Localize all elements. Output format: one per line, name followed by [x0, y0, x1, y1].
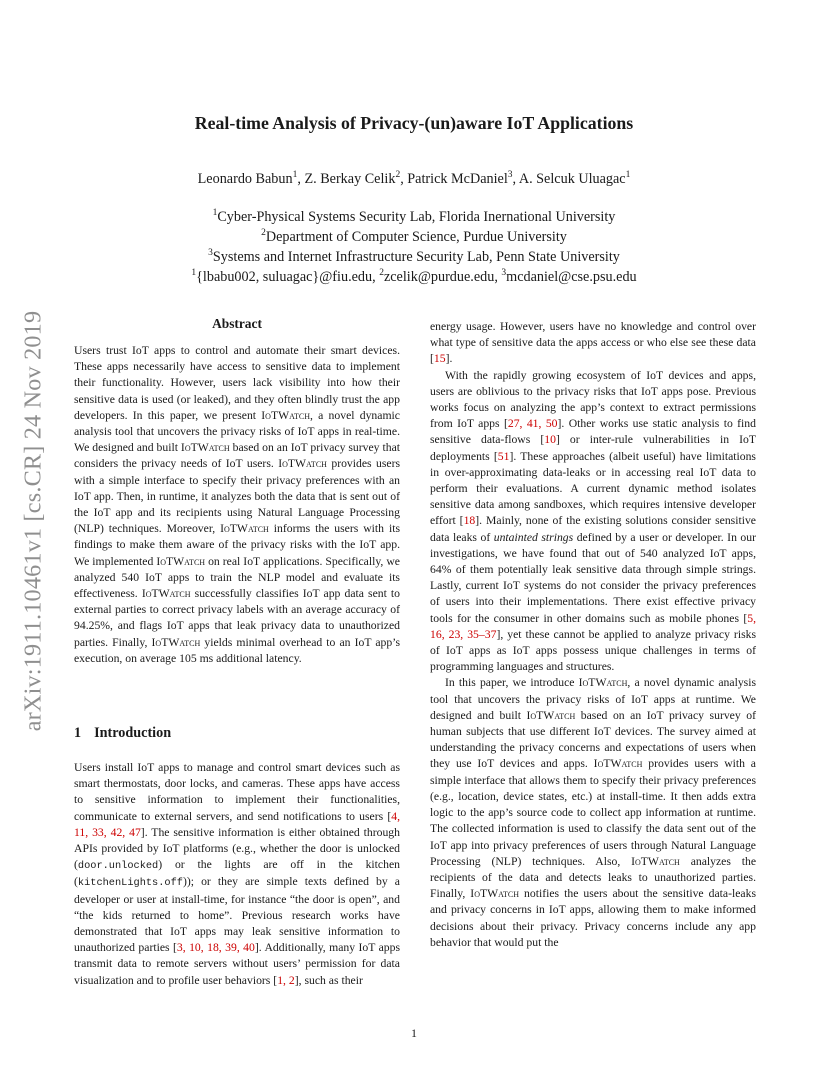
tool-name: IoTWatch	[220, 522, 269, 536]
abstract-heading: Abstract	[212, 316, 262, 331]
arxiv-sidebar-stamp	[18, 283, 48, 759]
affiliation-text: Systems and Internet Infrastructure Security Lab, Penn State University	[212, 249, 620, 266]
citation-link[interactable]: 4, 11, 33, 42, 47	[74, 809, 400, 839]
author-list: Leonardo Babun$^1$, Z. Berkay Celik$^2$, Patrick McDaniel$^3$, A. Selcuk Uluagac$^1$	[197, 170, 631, 187]
tool-name: IoTWatch	[261, 408, 311, 422]
email-address: mcdaniel@cse.psu.edu	[506, 269, 637, 286]
author-name: Leonardo Babun	[197, 171, 293, 187]
affiliation-line	[0, 247, 828, 267]
citation-link[interactable]: 15	[433, 352, 446, 366]
email-line	[0, 267, 828, 287]
tool-name: IoTWatch	[578, 676, 628, 690]
section-heading-introduction	[74, 725, 171, 742]
author-affiliation-mark: 3	[507, 170, 513, 180]
email-mark: 3	[501, 268, 507, 279]
author-name: Patrick McDaniel	[407, 171, 508, 187]
affiliation-line	[0, 227, 828, 247]
author-affiliation-mark: 2	[395, 170, 401, 180]
citation-link[interactable]: 5, 16, 23, 35–37	[430, 611, 756, 641]
email-address: {lbabu002, suluagac}@fiu.edu,	[196, 269, 376, 286]
affiliation-block	[0, 207, 828, 287]
affiliation-text: Department of Computer Science, Purdue University	[265, 229, 567, 246]
email-mark: 1	[191, 268, 197, 279]
tool-name: IoTWatch	[151, 635, 201, 649]
affiliation-line	[0, 207, 828, 227]
tool-name: IoTWatch	[526, 708, 576, 722]
affiliation-text: Cyber-Physical Systems Security Lab, Florida Inernational University	[217, 209, 616, 225]
tool-name: IoTWatch	[156, 554, 206, 568]
citation-link[interactable]: 3, 10, 18, 39, 40	[176, 941, 255, 955]
right-column	[430, 319, 756, 951]
affiliation-mark: 2	[261, 228, 266, 239]
affiliation-mark: 1	[212, 208, 218, 218]
abstract-paragraph: Users trust IoT apps to control and automate their smart devices. These apps necessarily have access to sensitive data to implement their functionality. However, users lack visibility into how their sensitive data is used (or leaked), and they often blindly trust the app developers. In this paper, we present IoTWatch, a novel dynamic analysis tool that uncovers the privacy risks of IoT apps in real-time. We designed and built IoTWatch based on an IoT privacy survey that considers the privacy needs of IoT users. IoTWatch provides users with a simple interface to specify their privacy preferences with an IoT app. Then, in runtime, it analyzes both the data that is sent out of the IoT app and its recipients using Natural Language Processing (NLP) techniques. Moreover, IoTWatch informs the users with its findings to make them aware of the privacy risks with the IoT app. We implemented IoTWatch on real IoT applications. Specifically, we analyzed 540 IoT apps to train the NLP model and evaluate its effectiveness. IoTWatch successfully classifies IoT app data sent to external parties to correct privacy labels with an average accuracy of 94.25%, and flags IoT apps that leak privacy data to unauthorized parties. Finally, IoTWatch yields minimal overhead to an IoT app’s execution, on average 105 ms additional latency.	[74, 344, 401, 665]
affiliation-mark: 3	[208, 248, 213, 259]
page-number: 1	[411, 1026, 417, 1040]
abstract-body	[74, 343, 400, 667]
tool-name: IoTWatch	[278, 457, 327, 471]
paper-title: Real-time Analysis of Privacy-(un)aware IoT Applications	[194, 113, 634, 133]
author-name: Z. Berkay Celik	[304, 171, 396, 187]
tool-name: IoTWatch	[593, 757, 643, 771]
citation-link[interactable]: 1, 2	[277, 973, 295, 987]
citation-link[interactable]: 27, 41, 50	[507, 417, 558, 431]
author-name: A. Selcuk Uluagac	[518, 171, 626, 187]
author-affiliation-mark: 1	[292, 170, 298, 180]
body-paragraph: With the rapidly growing ecosystem of IoT devices and apps, users are oblivious to the privacy risks that IoT apps pose. Previous works focus on analyzing the app’s context to extract permissions from IoT apps [27, 41, 50]. Other works use static analysis to find sensitive data-flows [10] or inter-rule vulnerabilities in IoT deployments [51]. These approaches (albeit useful) have limitations in over-approximating data-leaks or in accessing real IoT data to perform their evaluations. A current dynamic method isolates sensitive data among sandboxes, which requires intensive developer effort [18]. Mainly, none of the existing solutions consider sensitive data leaks of untainted strings defined by a user or developer. In our investigations, we have found that out of 540 analyzed IoT apps, 64% of them potentially leak sensitive data through simple strings. Lastly, current IoT systems do not consider the privacy preferences of users into their implementations. There exist effective privacy tools for the consumer in other domains such as mobile phones [5, 16, 23, 35–37], yet these cannot be applied to analyze privacy risks of IoT apps as IoT apps possess unique challenges in terms of programming languages and structures.	[430, 368, 757, 674]
body-paragraph: energy usage. However, users have no knowledge and control over what type of sensitive data the apps access or who else see these data [15].	[430, 320, 756, 366]
code-snippet: door.unlocked	[77, 860, 159, 873]
email-address: zcelik@purdue.edu,	[383, 269, 498, 286]
tool-name: IoTWatch	[141, 587, 191, 601]
body-paragraph: In this paper, we introduce IoTWatch, a novel dynamic analysis tool that uncovers the privacy risks of IoT apps at runtime. We designed and built IoTWatch based on an IoT privacy survey of human subjects that use different IoT devices. The survey aimed at understanding the privacy concerns and expectations of users when they use IoT devices and apps. IoTWatch provides users with a simple interface that allows them to specify their privacy preferences (e.g., location, device states, etc.) at install-time. It then adds extra logic to the app’s source code to collect app information at runtime. The collected information is used to classify the data sent out of the IoT app into privacy preferences of users through Natural Language Processing (NLP) techniques. Also, IoTWatch analyzes the recipients of the data and detects leaks to unauthorized parties. Finally, IoTWatch notifies the users about the sensitive data-leaks and privacy concerns in IoT apps, allowing them to make informed decisions about their privacy. Privacy concerns include any app behavior that would put the	[430, 676, 757, 949]
tool-name: IoTWatch	[470, 887, 520, 901]
tool-name: IoTWatch	[180, 441, 230, 455]
citation-link[interactable]: 18	[463, 514, 476, 528]
section-title: Introduction	[94, 725, 172, 741]
arxiv-identifier: arXiv:1911.10461v1 [cs.CR] 24 Nov 2019	[19, 310, 47, 732]
tool-name: IoTWatch	[631, 854, 680, 868]
citation-link[interactable]: 10	[544, 433, 556, 447]
citation-link[interactable]: 51	[497, 449, 510, 463]
code-snippet: kitchenLights.off	[77, 877, 183, 890]
email-mark: 2	[379, 268, 384, 279]
section-number: 1	[74, 725, 82, 741]
body-paragraph: Users install IoT apps to manage and control smart devices such as smart thermostats, door locks, and cameras. These apps have access to sensitive information to implement their functionalities, communicate to external servers, and send notifications to users [4, 11, 33, 42, 47]. The sensitive information is either obtained through APIs provided by IoT platforms (e.g., whether the door is unlocked (door.unlocked) or the lights are off in the kitchen (kitchenLights.off)); or they are simple texts defined by a developer or user at install-time, for instance “the door is open”, and “the kids returned to home”. Previous research works have demonstrated that IoT apps may leak sensitive information to unauthorized parties [3, 10, 18, 39, 40]. Additionally, many IoT apps transmit data to remote servers without users’ permission for data visualization and to profile user behaviors [1, 2], such as their	[74, 761, 401, 987]
introduction-left-column	[74, 760, 400, 989]
author-affiliation-mark: 1	[625, 170, 631, 180]
emphasized-term: untainted strings	[493, 530, 574, 544]
